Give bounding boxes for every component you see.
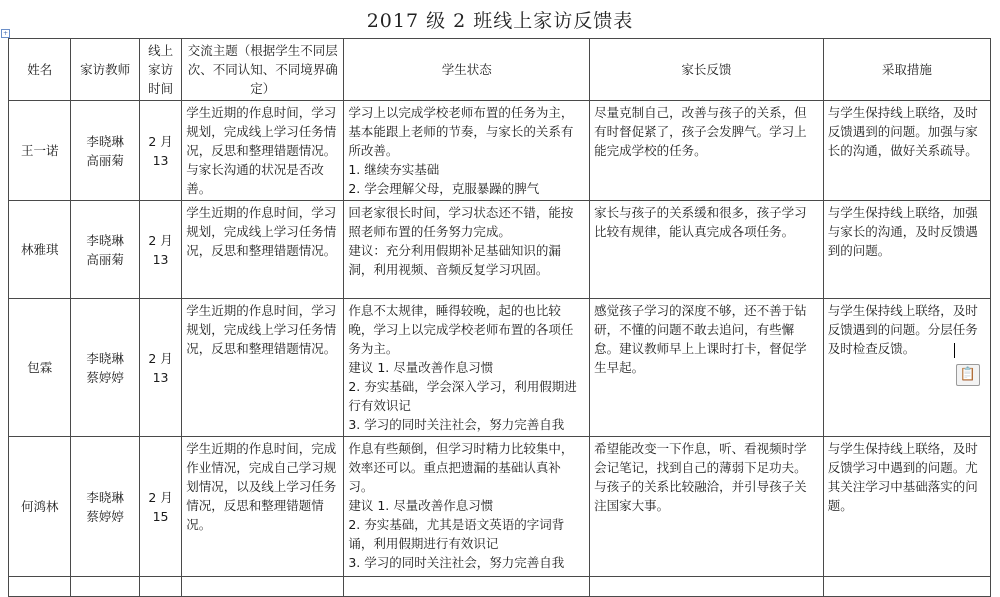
status-text: 作息有些颠倒，但学习时精力比较集中，效率还可以。重点把遗漏的基础认真补习。 <box>348 441 574 494</box>
cell-name[interactable]: 王一诺 <box>9 101 71 201</box>
cell-date[interactable]: 2 月 15 <box>139 437 181 577</box>
header-topic: 交流主题（根据学生不同层次、不同认知、不同境界确定） <box>182 39 344 101</box>
status-item: 建议 1. 尽量改善作息习惯 <box>348 360 494 375</box>
teacher-2: 蔡婷婷 <box>86 369 124 385</box>
cell-name[interactable]: 何鸿林 <box>9 437 71 577</box>
cell-topic[interactable]: 学生近期的作息时间，学习规划，完成线上学习任务情况，反思和整理错题情况。 <box>182 201 344 299</box>
cell-empty[interactable] <box>139 577 181 597</box>
status-item: 建议：充分利用假期补足基础知识的漏洞，利用视频、音频反复学习巩固。 <box>348 243 561 277</box>
cell-feedback[interactable]: 尽量克制自己，改善与孩子的关系，但有时督促紧了，孩子会发脾气。学习上能完成学校的任务。 <box>590 101 824 201</box>
status-item: 2. 学会理解父母，克服暴躁的脾气 <box>348 181 540 196</box>
table-move-handle-icon[interactable]: + <box>2 30 9 37</box>
cell-empty[interactable] <box>344 577 590 597</box>
cell-measures[interactable]: 与学生保持线上联络，及时反馈遇到的问题。加强与家长的沟通，做好关系疏导。 <box>823 101 990 201</box>
cell-topic[interactable]: 学生近期的作息时间，完成作业情况，完成自己学习规划情况，以及线上学习任务情况，反思和整理错题情况。 <box>182 437 344 577</box>
cell-teacher[interactable] <box>71 437 139 577</box>
cell-status[interactable] <box>344 101 590 201</box>
cell-status[interactable] <box>344 437 590 577</box>
teacher-1: 李晓琳 <box>86 350 124 366</box>
cell-date[interactable]: 2 月 13 <box>139 201 181 299</box>
status-item: 3. 学习的同时关注社会，努力完善自我 <box>348 555 565 570</box>
cell-status[interactable] <box>344 201 590 299</box>
cell-empty[interactable] <box>182 577 344 597</box>
cell-measures[interactable]: 与学生保持线上联络，及时反馈学习中遇到的问题。尤其关注学习中基础落实的问题。 <box>823 437 990 577</box>
cell-topic[interactable]: 学生近期的作息时间，学习规划，完成线上学习任务情况，反思和整理错题情况。与家长沟通的状况是否改善。 <box>182 101 344 201</box>
header-status: 学生状态 <box>344 39 590 101</box>
table-row <box>9 201 991 299</box>
header-date: 线上家访时间 <box>139 39 181 101</box>
table-header-row <box>9 39 991 101</box>
status-item: 建议 1. 尽量改善作息习惯 <box>348 498 494 513</box>
cell-empty[interactable] <box>590 577 824 597</box>
cell-name[interactable]: 林雅琪 <box>9 201 71 299</box>
table-row <box>9 299 991 437</box>
header-measures: 采取措施 <box>823 39 990 101</box>
status-item: 1. 继续夯实基础 <box>348 162 440 177</box>
header-teacher: 家访教师 <box>71 39 139 101</box>
status-text: 学习上以完成学校老师布置的任务为主，基本能跟上老师的节奏，与家长的关系有所改善。 <box>348 105 574 158</box>
header-name: 姓名 <box>9 39 71 101</box>
cell-topic[interactable]: 学生近期的作息时间，学习规划，完成线上学习任务情况，反思和整理错题情况。 <box>182 299 344 437</box>
text-cursor <box>954 343 955 358</box>
feedback-table <box>8 38 991 597</box>
cell-teacher[interactable] <box>71 201 139 299</box>
paste-options-icon[interactable]: 📋 <box>956 364 980 386</box>
cell-teacher[interactable] <box>71 101 139 201</box>
teacher-1: 李晓琳 <box>86 489 124 505</box>
cell-teacher[interactable] <box>71 299 139 437</box>
status-item: 2. 夯实基础，学会深入学习，利用假期进行有效识记 <box>348 379 577 413</box>
status-text: 作息不太规律，睡得较晚，起的也比较晚，学习上以完成学校老师布置的各项任务为主。 <box>348 303 574 356</box>
table-row <box>9 437 991 577</box>
header-feedback: 家长反馈 <box>590 39 824 101</box>
teacher-2: 高丽菊 <box>86 251 124 267</box>
cell-measures[interactable]: 与学生保持线上联络，及时反馈遇到的问题。分层任务及时检查反馈。 <box>823 299 990 437</box>
cell-feedback[interactable]: 感觉孩子学习的深度不够，还不善于钻研，不懂的问题不敢去追问，有些懈怠。建议教师早上上课时打卡，督促学生早起。 <box>590 299 824 437</box>
cell-date[interactable]: 2 月 13 <box>139 299 181 437</box>
teacher-1: 李晓琳 <box>86 133 124 149</box>
teacher-2: 高丽菊 <box>86 152 124 168</box>
cell-feedback[interactable]: 希望能改变一下作息，听、看视频时学会记笔记，找到自己的薄弱下足功夫。与孩子的关系比较融洽，并引导孩子关注国家大事。 <box>590 437 824 577</box>
status-item: 2. 夯实基础，尤其是语文英语的字词背诵，利用假期进行有效识记 <box>348 517 565 551</box>
cell-empty[interactable] <box>71 577 139 597</box>
cell-feedback[interactable]: 家长与孩子的关系缓和很多，孩子学习比较有规律，能认真完成各项任务。 <box>590 201 824 299</box>
table-row-partial <box>9 577 991 597</box>
document-title: 2017 级 2 班线上家访反馈表 <box>366 10 634 32</box>
teacher-2: 蔡婷婷 <box>86 508 124 524</box>
status-item: 3. 学习的同时关注社会，努力完善自我 <box>348 417 565 432</box>
status-text: 回老家很长时间，学习状态还不错，能按照老师布置的任务努力完成。 <box>348 205 574 239</box>
cell-name[interactable]: 包霖 <box>9 299 71 437</box>
cell-measures[interactable]: 与学生保持线上联络，加强与家长的沟通，及时反馈遇到的问题。 <box>823 201 990 299</box>
cell-empty[interactable] <box>823 577 990 597</box>
cell-empty[interactable] <box>9 577 71 597</box>
cell-date[interactable]: 2 月 13 <box>139 101 181 201</box>
table-row <box>9 101 991 201</box>
teacher-1: 李晓琳 <box>86 232 124 248</box>
cell-status[interactable] <box>344 299 590 437</box>
